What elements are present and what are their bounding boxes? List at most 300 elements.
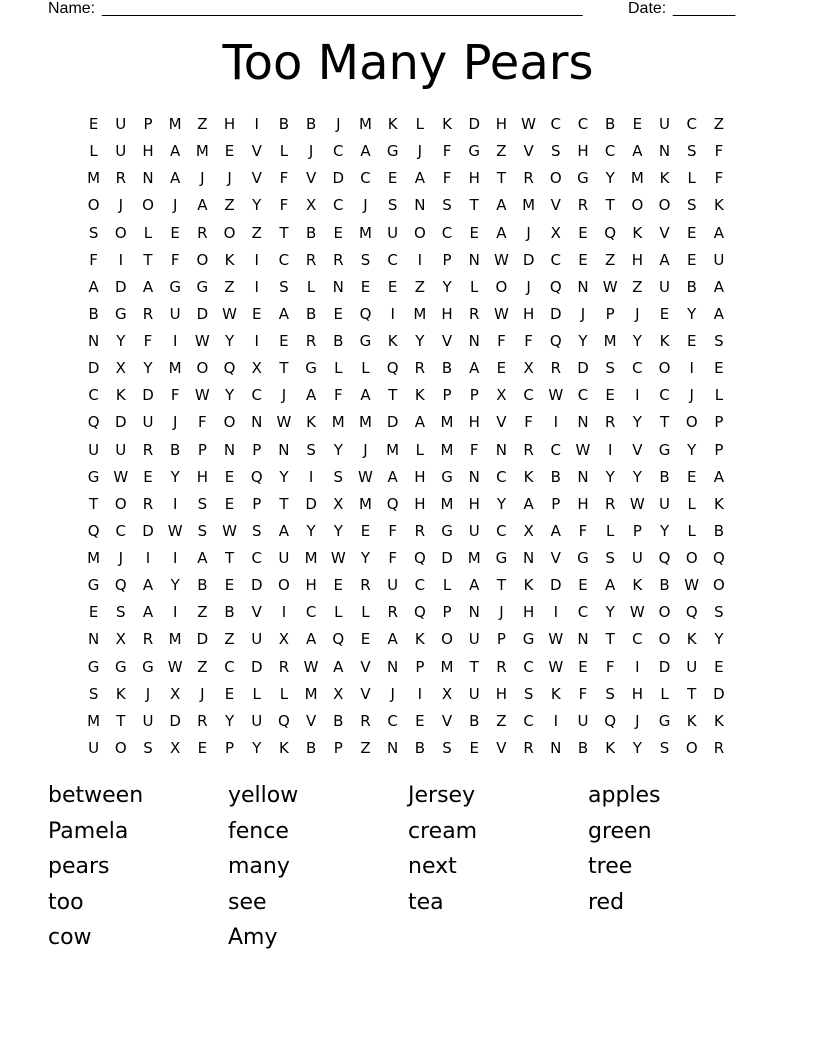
- grid-letter[interactable]: M: [358, 115, 372, 133]
- grid-letter[interactable]: E: [333, 223, 344, 242]
- grid-letter[interactable]: C: [523, 657, 534, 676]
- grid-letter[interactable]: Z: [496, 711, 507, 730]
- grid-letter[interactable]: F: [143, 332, 153, 350]
- grid-letter[interactable]: J: [227, 169, 232, 188]
- grid-letter[interactable]: E: [333, 576, 344, 595]
- grid-letter[interactable]: T: [496, 169, 506, 188]
- grid-letter[interactable]: Y: [333, 440, 343, 459]
- grid-letter[interactable]: S: [251, 521, 262, 540]
- grid-letter[interactable]: O: [441, 630, 453, 649]
- grid-letter[interactable]: N: [468, 250, 480, 269]
- grid-letter[interactable]: Q: [658, 549, 671, 567]
- grid-letter[interactable]: M: [195, 142, 209, 161]
- grid-letter[interactable]: U: [468, 521, 480, 540]
- grid-letter[interactable]: E: [251, 304, 262, 323]
- grid-letter[interactable]: Q: [386, 359, 399, 378]
- grid-letter[interactable]: L: [89, 142, 98, 161]
- grid-letter[interactable]: S: [333, 467, 344, 486]
- grid-letter[interactable]: I: [635, 386, 640, 405]
- grid-letter[interactable]: C: [278, 250, 290, 269]
- grid-letter[interactable]: C: [550, 115, 562, 133]
- grid-letter[interactable]: A: [414, 413, 425, 432]
- grid-letter[interactable]: O: [87, 196, 100, 215]
- grid-letter[interactable]: R: [305, 332, 317, 350]
- grid-letter[interactable]: K: [605, 738, 616, 757]
- grid-letter[interactable]: X: [305, 196, 317, 215]
- grid-letter[interactable]: P: [415, 657, 425, 676]
- grid-letter[interactable]: N: [332, 277, 344, 296]
- grid-letter[interactable]: W: [521, 115, 537, 133]
- grid-letter[interactable]: Y: [605, 603, 615, 622]
- grid-letter[interactable]: J: [308, 142, 314, 161]
- grid-letter[interactable]: D: [441, 549, 453, 567]
- grid-letter[interactable]: H: [522, 603, 535, 622]
- grid-letter[interactable]: N: [414, 196, 426, 215]
- grid-letter[interactable]: M: [440, 413, 454, 432]
- grid-letter[interactable]: U: [251, 630, 263, 649]
- grid-letter[interactable]: C: [251, 549, 262, 567]
- grid-letter[interactable]: W: [303, 657, 319, 676]
- grid-letter[interactable]: I: [145, 549, 151, 567]
- grid-letter[interactable]: L: [279, 684, 289, 703]
- grid-letter[interactable]: K: [387, 332, 398, 350]
- grid-letter[interactable]: A: [170, 142, 181, 161]
- grid-letter[interactable]: I: [635, 657, 640, 676]
- grid-letter[interactable]: O: [413, 223, 426, 242]
- grid-letter[interactable]: O: [631, 196, 644, 215]
- grid-letter[interactable]: A: [469, 359, 480, 378]
- grid-letter[interactable]: U: [577, 711, 589, 730]
- grid-letter[interactable]: X: [333, 494, 344, 513]
- grid-letter[interactable]: V: [441, 711, 453, 730]
- grid-letter[interactable]: E: [578, 250, 588, 269]
- grid-letter[interactable]: C: [632, 359, 643, 378]
- grid-letter[interactable]: J: [417, 142, 423, 161]
- grid-letter[interactable]: P: [714, 413, 724, 432]
- grid-letter[interactable]: L: [306, 277, 316, 296]
- grid-letter[interactable]: W: [684, 576, 700, 595]
- grid-letter[interactable]: T: [279, 359, 289, 378]
- grid-letter[interactable]: W: [493, 250, 509, 269]
- grid-letter[interactable]: E: [333, 304, 344, 323]
- grid-letter[interactable]: H: [223, 115, 236, 133]
- grid-letter[interactable]: R: [197, 223, 208, 242]
- grid-letter[interactable]: Y: [333, 521, 343, 540]
- grid-letter[interactable]: P: [605, 304, 615, 323]
- grid-letter[interactable]: Z: [197, 603, 208, 622]
- grid-letter[interactable]: J: [336, 115, 341, 133]
- grid-letter[interactable]: N: [278, 440, 290, 459]
- grid-letter[interactable]: H: [495, 115, 508, 133]
- grid-letter[interactable]: W: [602, 277, 618, 296]
- grid-letter[interactable]: R: [278, 657, 290, 676]
- grid-letter[interactable]: M: [304, 549, 318, 567]
- grid-letter[interactable]: V: [305, 711, 317, 730]
- grid-letter[interactable]: M: [358, 413, 372, 432]
- grid-letter[interactable]: C: [224, 657, 235, 676]
- grid-letter[interactable]: I: [254, 250, 259, 269]
- grid-letter[interactable]: R: [115, 169, 126, 188]
- grid-letter[interactable]: K: [115, 386, 126, 405]
- grid-letter[interactable]: O: [114, 223, 127, 242]
- grid-letter[interactable]: Y: [659, 521, 670, 540]
- grid-letter[interactable]: D: [332, 169, 345, 188]
- grid-letter[interactable]: M: [440, 440, 454, 459]
- grid-letter[interactable]: M: [168, 630, 182, 649]
- grid-letter[interactable]: E: [714, 657, 724, 676]
- grid-letter[interactable]: I: [553, 603, 558, 622]
- grid-letter[interactable]: E: [360, 521, 371, 540]
- grid-letter[interactable]: Y: [578, 332, 588, 350]
- grid-letter[interactable]: R: [469, 304, 480, 323]
- grid-letter[interactable]: W: [276, 413, 292, 432]
- grid-letter[interactable]: P: [442, 250, 452, 269]
- grid-letter[interactable]: W: [548, 630, 564, 649]
- grid-letter[interactable]: U: [142, 413, 154, 432]
- grid-letter[interactable]: E: [224, 684, 235, 703]
- grid-letter[interactable]: L: [279, 142, 289, 161]
- grid-letter[interactable]: G: [169, 277, 181, 296]
- grid-letter[interactable]: F: [279, 196, 289, 215]
- grid-letter[interactable]: Y: [224, 386, 235, 405]
- grid-letter[interactable]: E: [88, 603, 99, 622]
- grid-letter[interactable]: A: [333, 657, 344, 676]
- grid-letter[interactable]: V: [251, 603, 262, 622]
- grid-letter[interactable]: H: [142, 142, 154, 161]
- grid-letter[interactable]: L: [687, 169, 696, 188]
- grid-letter[interactable]: T: [687, 684, 697, 703]
- grid-letter[interactable]: V: [496, 413, 507, 432]
- grid-letter[interactable]: E: [496, 359, 507, 378]
- grid-letter[interactable]: O: [278, 576, 290, 595]
- grid-letter[interactable]: T: [659, 413, 670, 432]
- grid-letter[interactable]: P: [252, 440, 262, 459]
- grid-letter[interactable]: D: [550, 576, 562, 595]
- grid-letter[interactable]: A: [278, 521, 290, 540]
- grid-letter[interactable]: M: [87, 711, 101, 730]
- grid-letter[interactable]: D: [196, 630, 209, 649]
- grid-letter[interactable]: H: [495, 684, 508, 703]
- grid-letter[interactable]: F: [170, 250, 180, 269]
- grid-letter[interactable]: P: [442, 603, 452, 622]
- grid-letter[interactable]: K: [115, 684, 126, 703]
- grid-letter[interactable]: K: [550, 684, 561, 703]
- grid-letter[interactable]: A: [414, 169, 425, 188]
- grid-letter[interactable]: S: [116, 603, 126, 622]
- grid-letter[interactable]: U: [387, 576, 399, 595]
- grid-letter[interactable]: V: [251, 142, 262, 161]
- grid-letter[interactable]: U: [115, 440, 127, 459]
- grid-letter[interactable]: A: [88, 277, 99, 296]
- grid-letter[interactable]: O: [196, 359, 209, 378]
- grid-letter[interactable]: R: [142, 494, 154, 513]
- grid-letter[interactable]: H: [441, 304, 453, 323]
- grid-letter[interactable]: W: [575, 440, 591, 459]
- grid-letter[interactable]: N: [577, 630, 589, 649]
- grid-letter[interactable]: I: [417, 250, 423, 269]
- grid-letter[interactable]: A: [360, 386, 371, 405]
- grid-letter[interactable]: E: [224, 467, 235, 486]
- grid-letter[interactable]: C: [550, 250, 562, 269]
- grid-letter[interactable]: W: [358, 467, 373, 486]
- grid-letter[interactable]: D: [468, 115, 480, 133]
- grid-letter[interactable]: S: [197, 521, 208, 540]
- grid-letter[interactable]: B: [224, 603, 235, 622]
- grid-letter[interactable]: E: [279, 332, 289, 350]
- grid-letter[interactable]: C: [387, 711, 398, 730]
- grid-letter[interactable]: T: [605, 196, 615, 215]
- grid-letter[interactable]: A: [305, 630, 317, 649]
- grid-letter[interactable]: S: [279, 277, 289, 296]
- grid-letter[interactable]: Q: [685, 603, 698, 622]
- grid-letter[interactable]: Y: [714, 630, 724, 649]
- grid-letter[interactable]: V: [523, 142, 534, 161]
- grid-letter[interactable]: B: [333, 332, 344, 350]
- grid-letter[interactable]: U: [169, 304, 181, 323]
- grid-letter[interactable]: E: [170, 223, 180, 242]
- grid-letter[interactable]: V: [360, 657, 371, 676]
- grid-letter[interactable]: G: [114, 657, 127, 676]
- grid-letter[interactable]: Z: [197, 115, 208, 133]
- grid-letter[interactable]: J: [635, 711, 640, 730]
- grid-letter[interactable]: V: [251, 169, 262, 188]
- grid-letter[interactable]: F: [578, 684, 588, 703]
- grid-letter[interactable]: O: [685, 549, 698, 567]
- grid-letter[interactable]: M: [467, 549, 481, 567]
- grid-letter[interactable]: W: [194, 386, 210, 405]
- grid-letter[interactable]: I: [417, 684, 423, 703]
- grid-letter[interactable]: U: [278, 549, 290, 567]
- grid-letter[interactable]: L: [415, 440, 425, 459]
- grid-letter[interactable]: A: [360, 142, 371, 161]
- grid-letter[interactable]: Y: [143, 359, 153, 378]
- grid-letter[interactable]: G: [196, 277, 209, 296]
- grid-letter[interactable]: R: [523, 169, 534, 188]
- grid-letter[interactable]: G: [495, 549, 508, 567]
- grid-letter[interactable]: Y: [360, 549, 371, 567]
- grid-letter[interactable]: O: [658, 603, 671, 622]
- grid-letter[interactable]: S: [686, 196, 697, 215]
- grid-letter[interactable]: J: [526, 277, 531, 296]
- grid-letter[interactable]: X: [523, 359, 534, 378]
- grid-letter[interactable]: N: [387, 738, 399, 757]
- grid-letter[interactable]: D: [250, 657, 263, 676]
- grid-letter[interactable]: Y: [306, 521, 316, 540]
- grid-letter[interactable]: X: [333, 684, 344, 703]
- grid-letter[interactable]: Y: [116, 332, 126, 350]
- grid-letter[interactable]: E: [469, 738, 479, 757]
- grid-letter[interactable]: B: [88, 304, 99, 323]
- grid-letter[interactable]: M: [630, 169, 644, 188]
- grid-letter[interactable]: B: [605, 115, 616, 133]
- grid-letter[interactable]: F: [578, 521, 588, 540]
- grid-letter[interactable]: O: [114, 494, 127, 513]
- grid-letter[interactable]: T: [89, 494, 99, 513]
- grid-letter[interactable]: Q: [604, 223, 617, 242]
- grid-letter[interactable]: T: [224, 549, 235, 567]
- grid-letter[interactable]: D: [250, 576, 263, 595]
- grid-letter[interactable]: Y: [170, 576, 180, 595]
- grid-letter[interactable]: V: [659, 223, 670, 242]
- grid-letter[interactable]: P: [252, 494, 262, 513]
- grid-letter[interactable]: E: [578, 657, 588, 676]
- grid-letter[interactable]: K: [224, 250, 235, 269]
- grid-letter[interactable]: O: [495, 277, 508, 296]
- grid-letter[interactable]: H: [196, 467, 208, 486]
- grid-letter[interactable]: D: [115, 277, 127, 296]
- grid-letter[interactable]: E: [659, 304, 670, 323]
- grid-letter[interactable]: B: [659, 576, 670, 595]
- grid-letter[interactable]: P: [442, 386, 452, 405]
- grid-letter[interactable]: Z: [713, 115, 725, 133]
- grid-letter[interactable]: V: [360, 684, 371, 703]
- grid-letter[interactable]: E: [578, 576, 588, 595]
- grid-letter[interactable]: L: [470, 277, 479, 296]
- grid-letter[interactable]: R: [414, 521, 426, 540]
- grid-letter[interactable]: A: [469, 576, 480, 595]
- grid-letter[interactable]: B: [414, 738, 425, 757]
- grid-letter[interactable]: O: [223, 223, 236, 242]
- grid-letter[interactable]: X: [523, 521, 534, 540]
- grid-letter[interactable]: I: [172, 549, 178, 567]
- grid-letter[interactable]: X: [115, 630, 126, 649]
- grid-letter[interactable]: M: [522, 196, 536, 215]
- grid-letter[interactable]: C: [88, 386, 99, 405]
- grid-letter[interactable]: N: [87, 332, 100, 350]
- grid-letter[interactable]: U: [686, 657, 698, 676]
- grid-letter[interactable]: Z: [251, 223, 262, 242]
- grid-letter[interactable]: R: [197, 711, 208, 730]
- grid-letter[interactable]: A: [713, 277, 725, 296]
- grid-letter[interactable]: R: [604, 494, 616, 513]
- grid-letter[interactable]: U: [659, 277, 671, 296]
- grid-letter[interactable]: G: [87, 657, 100, 676]
- grid-letter[interactable]: D: [142, 521, 154, 540]
- grid-letter[interactable]: E: [415, 711, 425, 730]
- grid-letter[interactable]: E: [605, 386, 615, 405]
- grid-letter[interactable]: J: [200, 169, 205, 188]
- grid-letter[interactable]: S: [387, 196, 398, 215]
- grid-letter[interactable]: S: [306, 440, 316, 459]
- grid-letter[interactable]: M: [168, 359, 182, 378]
- grid-letter[interactable]: X: [251, 359, 262, 378]
- grid-letter[interactable]: D: [87, 359, 100, 378]
- grid-letter[interactable]: C: [115, 521, 127, 540]
- grid-letter[interactable]: X: [170, 738, 181, 757]
- grid-letter[interactable]: D: [115, 413, 127, 432]
- grid-letter[interactable]: A: [713, 223, 725, 242]
- grid-letter[interactable]: N: [577, 277, 589, 296]
- grid-letter[interactable]: S: [659, 738, 670, 757]
- grid-letter[interactable]: I: [172, 332, 178, 350]
- grid-letter[interactable]: B: [305, 304, 317, 323]
- grid-letter[interactable]: F: [442, 142, 452, 161]
- grid-letter[interactable]: B: [333, 711, 344, 730]
- grid-letter[interactable]: K: [632, 576, 643, 595]
- grid-letter[interactable]: T: [605, 630, 615, 649]
- grid-letter[interactable]: D: [196, 304, 209, 323]
- grid-letter[interactable]: C: [659, 386, 670, 405]
- grid-letter[interactable]: M: [304, 684, 318, 703]
- grid-letter[interactable]: W: [493, 304, 509, 323]
- grid-letter[interactable]: Q: [604, 711, 617, 730]
- grid-letter[interactable]: C: [441, 223, 453, 242]
- grid-letter[interactable]: I: [553, 413, 558, 432]
- grid-letter[interactable]: H: [305, 576, 317, 595]
- grid-letter[interactable]: R: [496, 657, 507, 676]
- grid-letter[interactable]: J: [363, 440, 368, 459]
- grid-letter[interactable]: P: [469, 386, 479, 405]
- grid-letter[interactable]: S: [686, 142, 697, 161]
- grid-letter[interactable]: F: [198, 413, 207, 432]
- grid-letter[interactable]: F: [89, 250, 98, 269]
- grid-letter[interactable]: N: [87, 630, 100, 649]
- grid-letter[interactable]: Q: [549, 332, 562, 350]
- grid-letter[interactable]: S: [605, 684, 615, 703]
- grid-letter[interactable]: M: [358, 494, 372, 513]
- grid-letter[interactable]: G: [658, 711, 671, 730]
- grid-letter[interactable]: K: [713, 711, 724, 730]
- grid-letter[interactable]: O: [685, 413, 698, 432]
- grid-letter[interactable]: B: [305, 115, 317, 133]
- grid-letter[interactable]: R: [387, 603, 398, 622]
- grid-letter[interactable]: F: [170, 386, 180, 405]
- grid-letter[interactable]: D: [713, 684, 725, 703]
- grid-letter[interactable]: I: [254, 332, 259, 350]
- grid-letter[interactable]: C: [686, 115, 697, 133]
- grid-letter[interactable]: C: [577, 603, 589, 622]
- grid-letter[interactable]: R: [305, 250, 317, 269]
- grid-letter[interactable]: L: [687, 494, 696, 513]
- grid-letter[interactable]: O: [658, 630, 671, 649]
- grid-letter[interactable]: B: [197, 576, 208, 595]
- grid-letter[interactable]: K: [523, 576, 534, 595]
- grid-letter[interactable]: L: [687, 521, 696, 540]
- grid-letter[interactable]: I: [172, 603, 178, 622]
- grid-letter[interactable]: F: [497, 332, 506, 350]
- grid-letter[interactable]: U: [713, 250, 725, 269]
- grid-letter[interactable]: Q: [413, 549, 426, 567]
- grid-letter[interactable]: Y: [632, 738, 642, 757]
- grid-letter[interactable]: R: [360, 576, 371, 595]
- grid-letter[interactable]: I: [254, 115, 259, 133]
- grid-letter[interactable]: O: [223, 413, 236, 432]
- grid-letter[interactable]: D: [577, 359, 589, 378]
- grid-letter[interactable]: E: [469, 223, 479, 242]
- grid-letter[interactable]: W: [222, 521, 237, 540]
- grid-letter[interactable]: P: [197, 440, 207, 459]
- grid-letter[interactable]: A: [523, 494, 534, 513]
- grid-letter[interactable]: M: [440, 657, 454, 676]
- grid-letter[interactable]: R: [142, 440, 154, 459]
- grid-letter[interactable]: G: [441, 467, 453, 486]
- grid-letter[interactable]: B: [469, 711, 480, 730]
- grid-letter[interactable]: H: [468, 169, 480, 188]
- grid-letter[interactable]: S: [360, 250, 371, 269]
- grid-letter[interactable]: R: [333, 250, 344, 269]
- grid-letter[interactable]: Q: [713, 549, 725, 567]
- grid-letter[interactable]: C: [550, 440, 562, 459]
- grid-letter[interactable]: S: [551, 142, 561, 161]
- grid-letter[interactable]: I: [118, 250, 123, 269]
- grid-letter[interactable]: D: [386, 413, 399, 432]
- grid-letter[interactable]: Q: [87, 521, 100, 540]
- grid-letter[interactable]: U: [142, 711, 154, 730]
- grid-letter[interactable]: Z: [605, 250, 616, 269]
- grid-letter[interactable]: G: [87, 467, 100, 486]
- grid-letter[interactable]: F: [388, 549, 397, 567]
- grid-letter[interactable]: Y: [632, 467, 642, 486]
